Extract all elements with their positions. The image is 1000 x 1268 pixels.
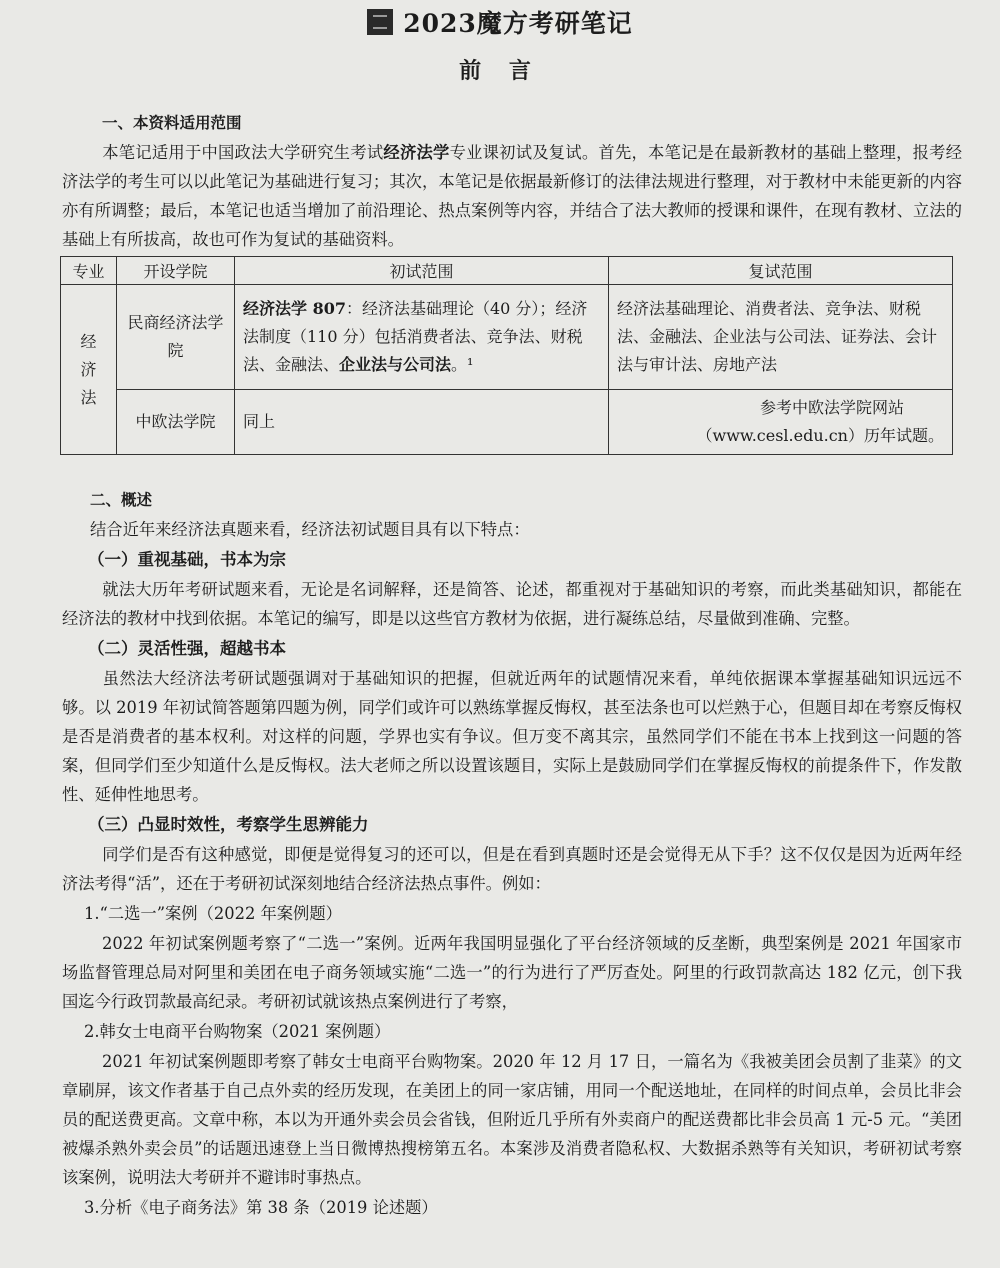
case2-title: 2.韩女士电商平台购物案（2021 案例题）: [84, 1022, 391, 1041]
college-cell: 民商经济法学院: [117, 285, 235, 390]
header-retest: 复试范围: [609, 257, 953, 285]
case1-title: 1.“二选一”案例（2022 年案例题）: [84, 904, 342, 923]
table-header-row: [61, 257, 953, 285]
prelim-cell: 经济法学 807：经济法基础理论（40 分）；经济法制度（110 分）包括消费者法、竞争法、财税法、金融法、企业法与公司法。¹: [235, 285, 609, 390]
section2-intro: 结合近年来经济法真题来看，经济法初试题目具有以下特点：: [90, 520, 530, 539]
prelim-cell: 同上: [235, 390, 609, 455]
header-major: 专业: [61, 257, 117, 285]
table-row: [61, 390, 953, 455]
sub3-paragraph: 同学们是否有这种感觉，即便是觉得复习的还可以，但是在看到真题时还是会觉得无从下手？这不仅仅是因为近两年经济法考得“活”，还在于考研初试深刻地结合经济法热点事件。例如：: [62, 845, 962, 893]
section1-paragraph: 本笔记适用于中国政法大学研究生考试经济法学专业课初试及复试。首先，本笔记是在最新教材的基础上整理，报考经济法学的考生可以以此笔记为基础进行复习；其次，本笔记是依据最新修订的法律法规进行整理，对于教材中未能更新的内容亦有所调整；最后，本笔记也适当增加了前沿理论、热点案例等内容，并结合了法大教师的授课和课件，在现有教材、立法的基础上有所拔高，故也可作为复试的基础资料。: [62, 143, 962, 249]
retest-cell: [609, 390, 953, 455]
book-logo-icon: [367, 9, 393, 35]
case3-title: 3.分析《电子商务法》第 38 条（2019 论述题）: [84, 1198, 438, 1217]
case2-paragraph: 2021 年初试案例题即考察了韩女士电商平台购物案。2020 年 12 月 17 日，一篇名为《我被美团会员割了韭菜》的文章刷屏，该文作者基于自己点外卖的经历发现，在美团上的同一家店铺，用同一个配送地址，在同样的时间点单，会员比非会员的配送费更高。文章中称，本以为开通外卖会员会省钱，但附近几乎所有外卖商户的配送费都比非会员高 1 元-5 元。“美团被爆杀熟外卖会员”的话题迅速登上当日微博热搜榜第五名。本案涉及消费者隐私权、大数据杀熟等有关知识，考研初试考察该案例，说明法大考研并不避讳时事热点。: [62, 1052, 962, 1187]
header-college: 开设学院: [117, 257, 235, 285]
major-cell: 经济法: [61, 285, 117, 455]
college-cell: 中欧法学院: [117, 390, 235, 455]
sub2-heading: （二）灵活性强，超越书本: [88, 639, 286, 658]
sub1-heading: （一）重视基础，书本为宗: [88, 550, 286, 569]
section2-heading: 二、概述: [90, 490, 153, 509]
case1-paragraph: 2022 年初试案例题考察了“二选一”案例。近两年我国明显强化了平台经济领域的反垄断，典型案例是 2021 年国家市场监督管理总局对阿里和美团在电子商务领域实施“二选一”的行为进行了严厉查处。阿里的行政罚款高达 182 亿元，创下我国迄今行政罚款最高纪录。考研初试就该热点案例进行了考察，: [62, 934, 962, 1011]
retest-line: （www.cesl.edu.cn）历年试题。: [696, 426, 944, 445]
header-prelim: 初试范围: [235, 257, 609, 285]
sub3-heading: （三）凸显时效性，考察学生思辨能力: [88, 815, 369, 834]
table-row: [61, 285, 953, 390]
preface-title: 前 言: [459, 58, 541, 84]
scope-table: [60, 256, 953, 455]
retest-cell: 经济法基础理论、消费者法、竞争法、财税法、金融法、企业法与公司法、证券法、会计法与审计法、房地产法: [609, 285, 953, 390]
main-content: [62, 108, 962, 1223]
retest-line: 参考中欧法学院网站: [759, 398, 904, 417]
header-title: 2023魔方考研笔记: [403, 9, 633, 38]
sub1-paragraph: 就法大历年考研试题来看，无论是名词解释，还是简答、论述，都重视对于基础知识的考察，而此类基础知识，都能在经济法的教材中找到依据。本笔记的编写，即是以这些官方教材为依据，进行凝练总结，尽量做到准确、完整。: [62, 580, 962, 628]
page-header: [0, 4, 1000, 40]
section1-heading: 一、本资料适用范围: [102, 113, 242, 132]
sub2-paragraph: 虽然法大经济法考研试题强调对于基础知识的把握，但就近两年的试题情况来看，单纯依据课本掌握基础知识远远不够。以 2019 年初试简答题第四题为例，同学们或许可以熟练掌握反悔权，甚至法条也可以烂熟于心，但题目却在考察反悔权是否是消费者的基本权利。对这样的问题，学界也实有争议。但万变不离其宗，虽然同学们不能在书本上找到这一问题的答案，但同学们至少知道什么是反悔权。法大老师之所以设置该题目，实际上是鼓励同学们在掌握反悔权的前提条件下，作发散性、延伸性地思考。: [62, 669, 962, 804]
